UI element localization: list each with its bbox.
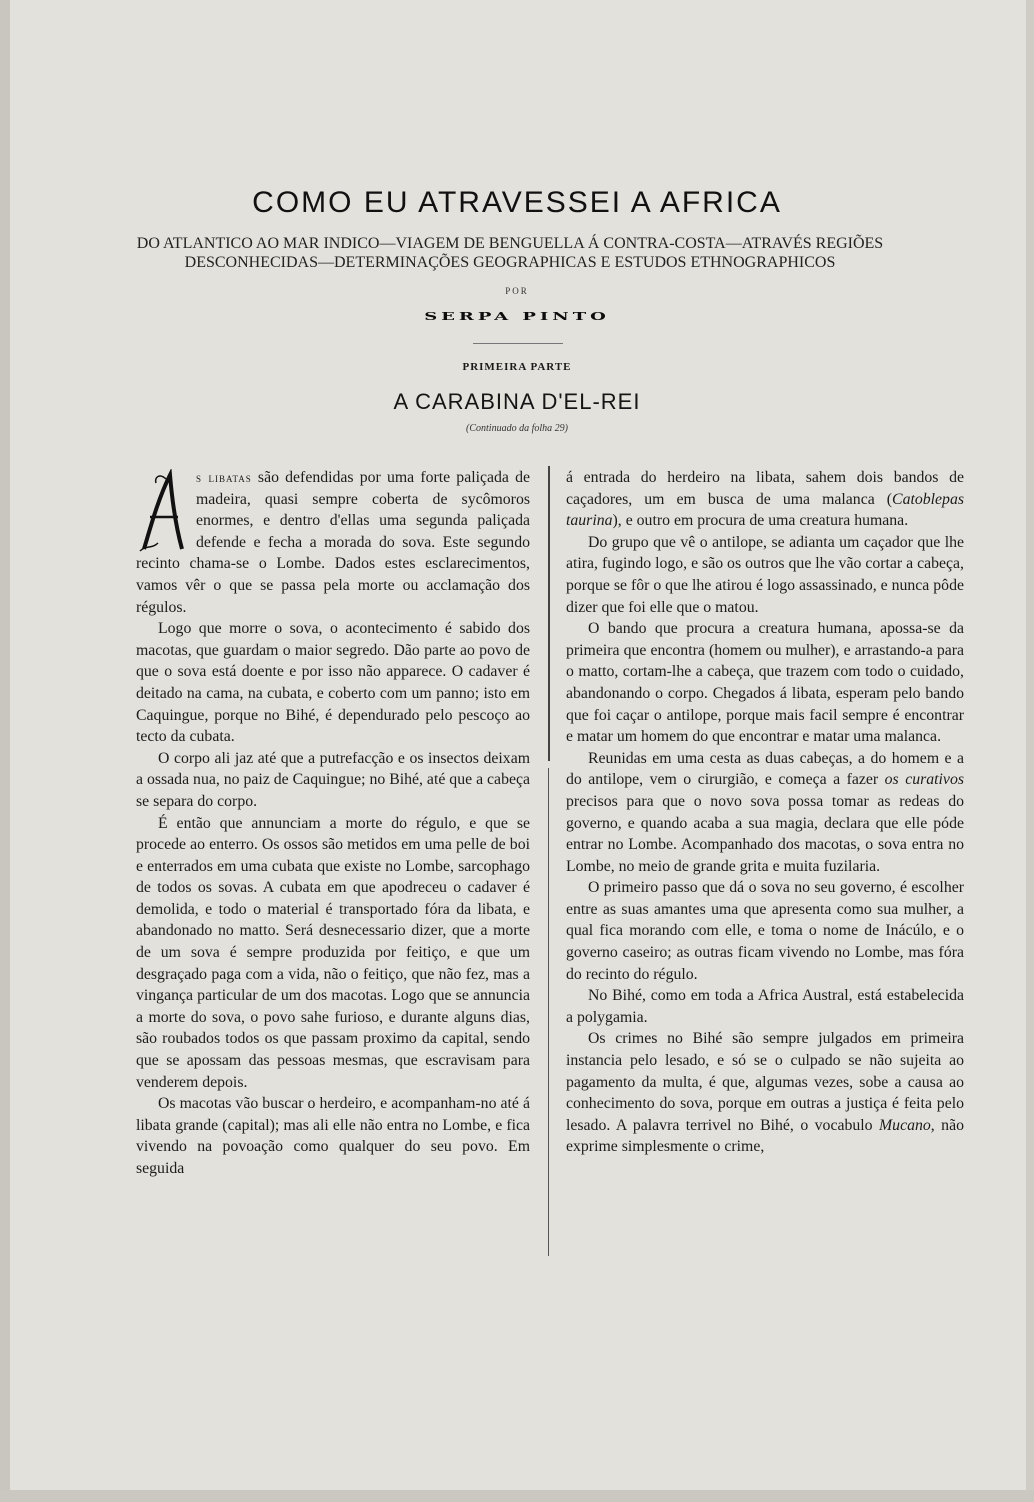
- paragraph-text: Reunidas em uma cesta as duas cabeças, a do homem e a do antilope, vem o cirurgião, e começa a fazer: [566, 749, 964, 789]
- opening-smallcaps: s libatas: [196, 470, 252, 485]
- paragraph-text: ), e outro em procura de uma creatura humana.: [612, 512, 909, 530]
- paragraph: Do grupo que vê o antilope, se adianta um caçador que lhe atira, fugindo logo, e são os outros que lhe vão cortar a cabeça, porque se fôr o que lhe atirou é logo assassinado, e nunca pôde dizer que foi elle que o matou.: [566, 533, 964, 616]
- byline-por: POR: [505, 286, 529, 296]
- paragraph-text: Os crimes no Bihé são sempre julgados em primeira instancia pelo lesado, e só se o culpado se não sujeita ao pagamento da multa, é que, algumas vezes, sobe a causa ao conhecimento do sova, porque em outras a justiça é feita pelo lesado. A palavra terrivel no Bihé, o vocabulo: [566, 1030, 964, 1134]
- part-heading: PRIMEIRA PARTE: [462, 361, 572, 373]
- paragraph-text: precisos para que o novo sova possa tomar as redeas do governo, e quando acaba a sua magia, declara que elle póde entrar no Lombe. Acompanhado dos macotas, o sova entra no Lombe, no meio de grande grita e muita fuzilaria.: [566, 792, 964, 875]
- column-rule-top: [548, 466, 550, 761]
- paragraph: [566, 467, 964, 532]
- right-page-edge: [1026, 0, 1034, 1502]
- separator-line: [473, 343, 563, 344]
- paragraph: [136, 467, 530, 618]
- paragraph: Logo que morre o sova, o acontecimento é sabido dos macotas, que guardam o maior segredo. Dão parte ao povo de que o sova está doente e por isso não apparece. O cadaver é deitado na cama, na cubata, e coberto com um panno; isto em Caquingue, porque no Bihé, é dependurado pelo pescoço ao tecto da cubata.: [136, 620, 530, 746]
- paragraph: É então que annunciam a morte do régulo, e que se procede ao enterro. Os ossos são metidos em uma pelle de boi e enterrados em uma cubata que existe no Lombe, sarcophago de todos os sovas. A cubata em que apodreceu o cadaver é demolida, e todo o material é transportado fóra da libata, e abandonado no matto. Será desnecessario dizer, que a morte de um sova é sempre produzida por feitiço, e que um desgraçado paga com a vida, não o feitiço, que não fez, mas a vingança particular de um dos macotas. Logo que se annuncia a morte do sova, o povo sahe furioso, e durante alguns dias, são roubados todos os que passam proximo da capital, sendo que se apossam das pessoas mesmas, que escravisam para venderem depois.: [136, 814, 530, 1091]
- italic-term: Mucano: [879, 1116, 931, 1134]
- bottom-page-edge: [0, 1490, 1034, 1502]
- article-subtitle: DO ATLANTICO AO MAR INDICO—VIAGEM DE BENGUELLA Á CONTRA-COSTA—ATRAVÉS REGIÕES DESCONHECIDAS—DETERMINAÇÕES GEOGRAPHICAS E ESTUDOS ETHNOGRAPHICOS: [136, 235, 884, 271]
- paragraph: O primeiro passo que dá o sova no seu governo, é escolher entre as suas amantes uma que apresenta como sua mulher, a qual fica morando com elle, e toma o nome de Inácúlo, e o governo caseiro; as outras ficam vivendo no Lombe, mas fóra do recinto do régulo.: [566, 879, 964, 983]
- continuation-note: (Continuado da folha 29): [466, 423, 568, 434]
- dropcap-a-icon: [136, 469, 188, 553]
- paragraph: No Bihé, como em toda a Africa Austral, está estabelecida a polygamia.: [566, 987, 964, 1026]
- author-name: SERPA PINTO: [424, 310, 610, 323]
- paragraph-text: á entrada do herdeiro na libata, sahem dois bandos de caçadores, um em busca de uma malanca (: [566, 469, 964, 508]
- paragraph-text: , não exprime simplesmente o crime,: [566, 1116, 964, 1156]
- paragraph-text: são defendidas por uma forte paliçada de madeira, quasi sempre coberta de sycômoros enormes, e dentro d'ellas uma segunda paliçada defende e fecha a morada do sova. Este segundo recinto chama-se o Lombe. Dados estes esclarecimentos, vamos vêr o que se passa pela morte ou acclamação dos régulos.: [136, 469, 531, 616]
- paragraph: [566, 1028, 964, 1158]
- left-column: [136, 467, 530, 1247]
- italic-term: os curativos: [884, 771, 964, 789]
- article-title: COMO EU ATRAVESSEI A AFRICA: [252, 186, 782, 219]
- right-column: [566, 467, 964, 1247]
- paragraph: Os macotas vão buscar o herdeiro, e acompanham-no até á libata grande (capital); mas ali elle não entra no Lombe, e fica vivendo na povoação como qualquer do seu povo. Em seguida: [136, 1095, 530, 1177]
- column-rule-bottom: [548, 768, 549, 1256]
- left-page-edge: [0, 0, 10, 1502]
- italic-term: Catoblepas taurina: [566, 490, 964, 530]
- section-heading: A CARABINA D'EL-REI: [393, 389, 641, 414]
- paragraph: [566, 748, 964, 878]
- paragraph: O bando que procura a creatura humana, apossa-se da primeira que encontra (homem ou mulher), e arrastando-a para o matto, cortam-lhe a cabeça, que trazem com todo o cuidado, abandonando o corpo. Chegados á libata, esperam pelo bando que foi caçar o antilope, porque mais facil sempre é encontrar e matar um homem do que encontrar e matar uma malanca.: [566, 620, 964, 746]
- paragraph: O corpo ali jaz até que a putrefacção e os insectos deixam a ossada nua, no paiz de Caquingue; no Bihé, até que a cabeça se separa do corpo.: [136, 749, 530, 810]
